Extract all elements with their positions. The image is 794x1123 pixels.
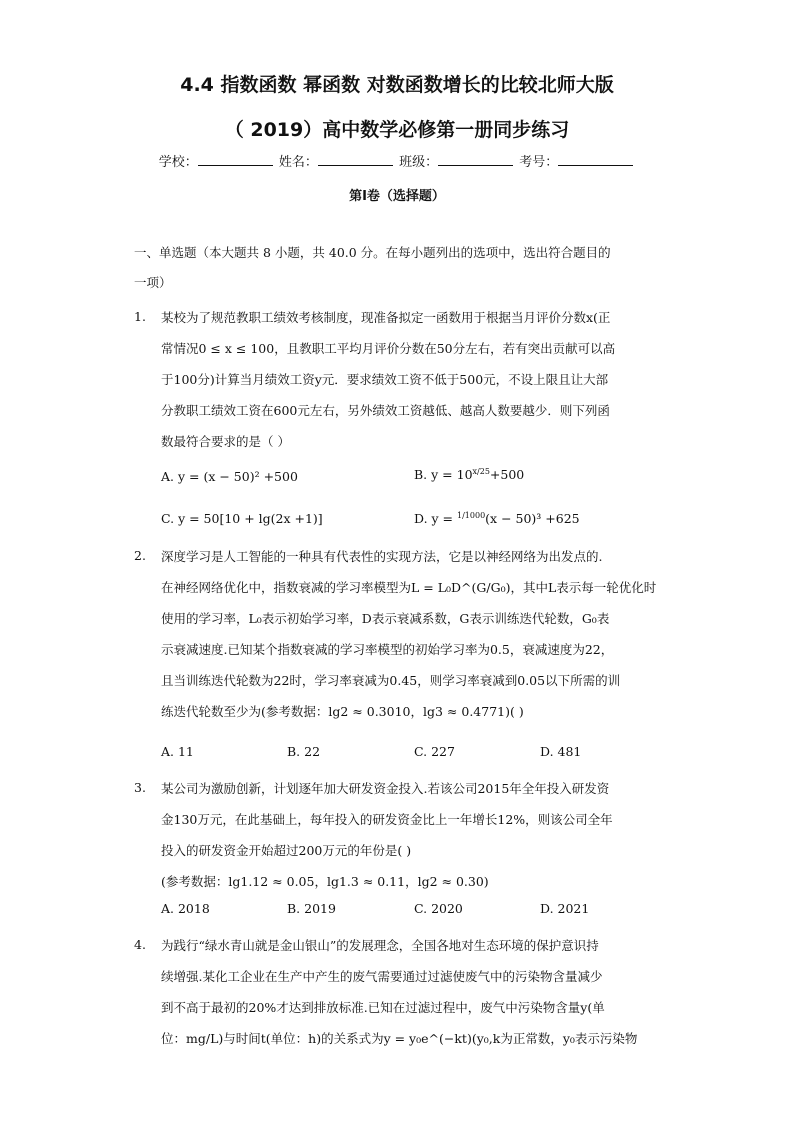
class-field[interactable]	[438, 153, 513, 166]
section-heading-line2: 一项）	[134, 275, 172, 290]
name-label: 姓名：	[278, 155, 318, 170]
student-info-fields	[0, 151, 794, 170]
question-3-option-a[interactable]: A. 2018	[161, 901, 210, 916]
school-label: 学校：	[158, 155, 198, 170]
option-b-exponent: x/25	[472, 466, 490, 476]
question-1-line: 于100分)计算当月绩效工资y元．要求绩效工资不低于500元，不设上限且让大部	[161, 372, 609, 387]
question-4-line: 位：mg/L)与时间t(单位：h)的关系式为y = y₀e^(−kt)(y₀,k为正常数，y₀表示污染物	[161, 1031, 638, 1046]
question-3-number: 3.	[134, 780, 146, 795]
school-field[interactable]	[198, 153, 273, 166]
question-1-option-b[interactable]	[414, 467, 524, 482]
question-3-option-c[interactable]: C. 2020	[414, 901, 463, 916]
volume-heading: 第I卷（选择题）	[349, 189, 445, 204]
question-3-option-d[interactable]: D. 2021	[540, 901, 590, 916]
section-heading	[134, 238, 664, 298]
question-2-line: 深度学习是人工智能的一种具有代表性的实现方法，它是以神经网络为出发点的.	[161, 549, 603, 564]
question-3-text	[161, 773, 661, 897]
question-2-number: 2.	[134, 548, 146, 563]
question-3-line: (参考数据：lg1.12 ≈ 0.05，lg1.3 ≈ 0.11，lg2 ≈ 0.30)	[161, 874, 489, 889]
page-title-line2: （ 2019）高中数学必修第一册同步练习	[224, 119, 570, 141]
question-2-option-d[interactable]: D. 481	[540, 744, 582, 759]
question-3-option-b[interactable]: B. 2019	[287, 901, 336, 916]
option-b-base: B. y = 10	[414, 467, 473, 482]
exam-number-label: 考号：	[519, 155, 559, 170]
question-1-number: 1.	[134, 309, 146, 324]
question-1-line: 分教职工绩效工资在600元左右，另外绩效工资越低、越高人数要越少．则下列函	[161, 403, 610, 418]
question-1-line: 数最符合要求的是（ ）	[161, 434, 290, 449]
question-1-text	[161, 302, 661, 457]
question-2-text	[161, 541, 661, 727]
question-1-line: 常情况0 ≤ x ≤ 100，且教职工平均月评价分数在50分左右，若有突出贡献可以高	[161, 341, 616, 356]
question-3-line: 金130万元，在此基础上，每年投入的研发资金比上一年增长12%，则该公司全年	[161, 812, 613, 827]
question-4-text	[161, 930, 661, 1054]
question-4-line: 到不高于最初的20%才达到排放标准.已知在过滤过程中，废气中污染物含量y(单	[161, 1000, 605, 1015]
question-1-option-d[interactable]	[414, 511, 580, 526]
option-d-fraction: 1/1000	[457, 510, 486, 520]
question-3-line: 投入的研发资金开始超过200万元的年份是( )	[161, 843, 412, 858]
page-title-line1: 4.4 指数函数 幂函数 对数函数增长的比较北师大版	[180, 74, 614, 96]
option-d-lead: D. y =	[414, 511, 458, 526]
question-4-number: 4.	[134, 937, 146, 952]
question-1-option-a[interactable]: A. y = (x − 50)² +500	[161, 469, 298, 484]
question-2-option-c[interactable]: C. 227	[414, 744, 455, 759]
question-3-line: 某公司为激励创新，计划逐年加大研发资金投入.若该公司2015年全年投入研发资	[161, 781, 610, 796]
question-2-line: 且当训练迭代轮数为22时，学习率衰减为0.45，则学习率衰减到0.05以下所需的训	[161, 673, 621, 688]
class-label: 班级：	[399, 155, 439, 170]
question-2-line: 示衰减速度.已知某个指数衰减的学习率模型的初始学习率为0.5，衰减速度为22，	[161, 642, 614, 657]
question-1-line: 某校为了规范教职工绩效考核制度，现准备拟定一函数用于根据当月评价分数x(正	[161, 310, 611, 325]
question-2-option-a[interactable]: A. 11	[161, 744, 194, 759]
question-1-option-c[interactable]: C. y = 50[10 + lg(2x +1)]	[161, 511, 323, 526]
question-2-line: 在神经网络优化中，指数衰减的学习率模型为L = L₀D^(G/G₀)，其中L表示每一轮优化时	[161, 580, 657, 595]
exam-number-field[interactable]	[558, 153, 633, 166]
question-2-option-b[interactable]: B. 22	[287, 744, 321, 759]
question-2-line: 使用的学习率，L₀表示初始学习率，D表示衰减系数，G表示训练迭代轮数，G₀表	[161, 611, 610, 626]
question-4-line: 续增强.某化工企业在生产中产生的废气需要通过过滤使废气中的污染物含量减少	[161, 969, 603, 984]
question-2-line: 练迭代轮数至少为(参考数据：lg2 ≈ 0.3010，lg3 ≈ 0.4771)( )	[161, 704, 524, 719]
question-4-line: 为践行“绿水青山就是金山银山”的发展理念，全国各地对生态环境的保护意识持	[161, 938, 599, 953]
option-d-tail: (x − 50)³ +625	[485, 511, 580, 526]
option-b-tail: +500	[489, 467, 525, 482]
section-heading-line1: 一、单选题（本大题共 8 小题，共 40.0 分。在每小题列出的选项中，选出符合题目的	[134, 245, 611, 260]
name-field[interactable]	[318, 153, 393, 166]
